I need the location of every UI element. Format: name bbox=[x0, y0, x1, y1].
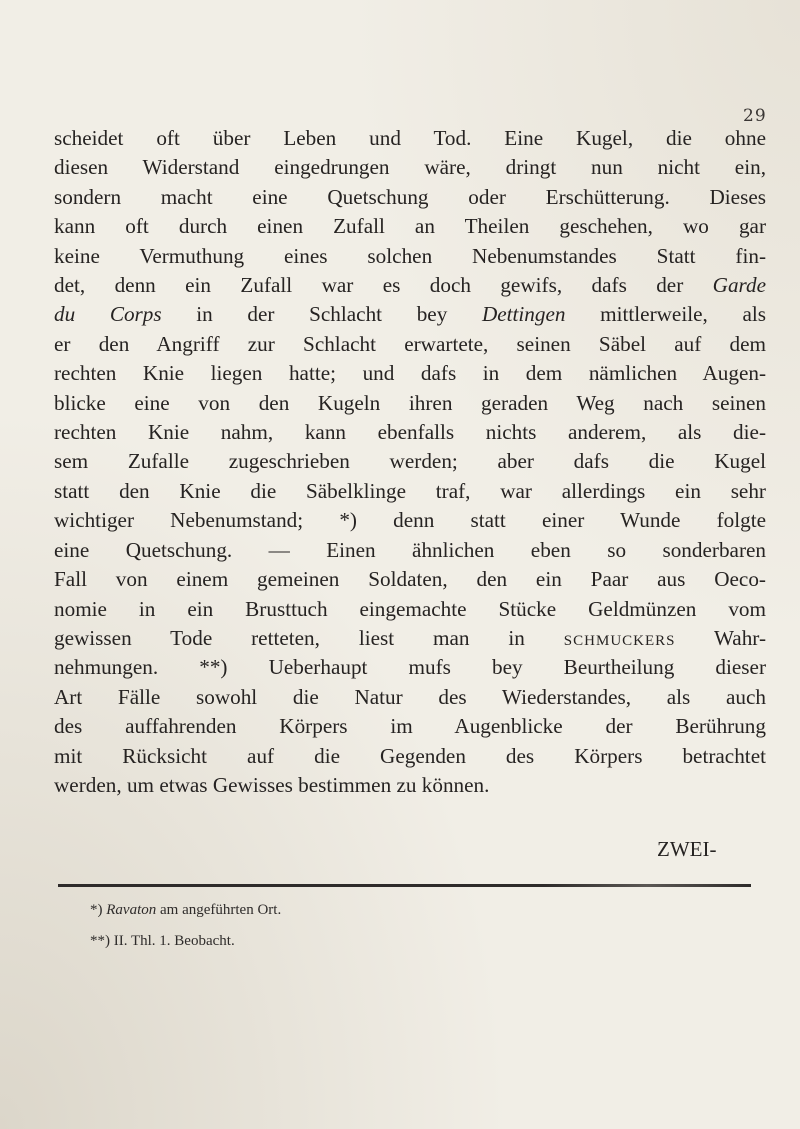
text-line-content: statt den Knie die Säbelklinge traf, war allerdings ein sehr bbox=[54, 478, 766, 503]
footnote-mark: **) bbox=[90, 933, 110, 949]
text-line-content: mit Rücksicht auf die Gegenden des Körpers betrachtet bbox=[54, 743, 766, 768]
text-line-content: des auffahrenden Körpers im Augenblicke der Berührung bbox=[54, 714, 766, 739]
text-line bbox=[54, 418, 766, 447]
text-line bbox=[54, 389, 766, 418]
footnote-author: Ravaton bbox=[106, 902, 157, 918]
catchword: ZWEI- bbox=[657, 837, 717, 861]
footnote bbox=[90, 933, 235, 950]
footnote-text: am angeführten Ort. bbox=[156, 902, 282, 918]
text-line-content: eine Quetschung. — Einen ähnlichen eben so sonderbaren bbox=[54, 537, 766, 562]
text-line bbox=[54, 300, 766, 329]
text-line-content: sem Zufalle zugeschrieben werden; aber dafs die Kugel bbox=[54, 449, 766, 474]
text-line bbox=[54, 712, 766, 741]
text-line-content: sondern macht eine Quetschung oder Erschütterung. Dieses bbox=[54, 184, 766, 209]
italic-term: Garde bbox=[712, 273, 766, 298]
text-line-content: er den Angriff zur Schlacht erwartete, seinen Säbel auf dem bbox=[54, 331, 766, 356]
text-line-content: diesen Widerstand eingedrungen wäre, dringt nun nicht ein, bbox=[54, 155, 766, 180]
text-line-content: kann oft durch einen Zufall an Theilen geschehen, wo gar bbox=[54, 214, 766, 239]
footnote-text: II. Thl. 1. Beobacht. bbox=[113, 933, 235, 949]
page-number: 29 bbox=[743, 106, 767, 126]
text-line bbox=[54, 271, 766, 300]
text-line bbox=[54, 653, 766, 682]
text-line-content: rechten Knie nahm, kann ebenfalls nichts anderem, als die- bbox=[54, 420, 766, 445]
text-line-content: nomie in ein Brusttuch eingemachte Stücke Geldmünzen vom bbox=[54, 596, 766, 621]
footnote-mark: *) bbox=[90, 902, 103, 918]
text-line-content: Fall von einem gemeinen Soldaten, den ein Paar aus Oeco- bbox=[54, 567, 766, 592]
text-line bbox=[54, 683, 766, 712]
text-line-content: in der Schlacht bey bbox=[161, 302, 482, 327]
text-line-content: Wahr- bbox=[675, 625, 766, 650]
text-line bbox=[54, 477, 766, 506]
author-name: schmuckers bbox=[563, 625, 676, 650]
text-line bbox=[54, 153, 766, 182]
text-line-content: wichtiger Nebenumstand; *) denn statt einer Wunde folgte bbox=[54, 508, 766, 533]
text-line-content: nehmungen. **) Ueberhaupt mufs bey Beurtheilung dieser bbox=[54, 655, 766, 680]
text-line bbox=[54, 447, 766, 476]
text-line bbox=[54, 742, 766, 771]
text-line-content: det, denn ein Zufall war es doch gewifs, dafs der bbox=[54, 273, 713, 298]
text-line-content: werden, um etwas Gewisses bestimmen zu können. bbox=[54, 772, 490, 797]
text-line-content: mittlerweile, als bbox=[565, 302, 766, 327]
text-line bbox=[54, 242, 766, 271]
italic-term: du Corps bbox=[54, 302, 162, 327]
text-line bbox=[54, 536, 766, 565]
text-line bbox=[54, 330, 766, 359]
text-line bbox=[54, 506, 766, 535]
text-line bbox=[54, 212, 766, 241]
text-line bbox=[54, 595, 766, 624]
body-text bbox=[54, 124, 766, 800]
text-line-content: blicke eine von den Kugeln ihren geraden Weg nach seinen bbox=[54, 390, 766, 415]
text-line bbox=[54, 771, 766, 800]
text-line bbox=[54, 624, 766, 653]
text-line-content: rechten Knie liegen hatte; und dafs in dem nämlichen Augen- bbox=[54, 361, 766, 386]
text-line bbox=[54, 124, 766, 153]
text-line-content: Art Fälle sowohl die Natur des Wiederstandes, als auch bbox=[54, 684, 766, 709]
text-line-content: keine Vermuthung eines solchen Nebenumstandes Statt fin- bbox=[54, 243, 766, 268]
footnote bbox=[90, 902, 281, 919]
text-line bbox=[54, 183, 766, 212]
italic-place: Dettingen bbox=[481, 302, 566, 327]
text-line-content: scheidet oft über Leben und Tod. Eine Kugel, die ohne bbox=[54, 126, 766, 150]
text-line bbox=[54, 359, 766, 388]
text-line bbox=[54, 565, 766, 594]
text-line-content: gewissen Tode retteten, liest man in bbox=[54, 625, 564, 650]
footnote-divider bbox=[58, 884, 751, 887]
